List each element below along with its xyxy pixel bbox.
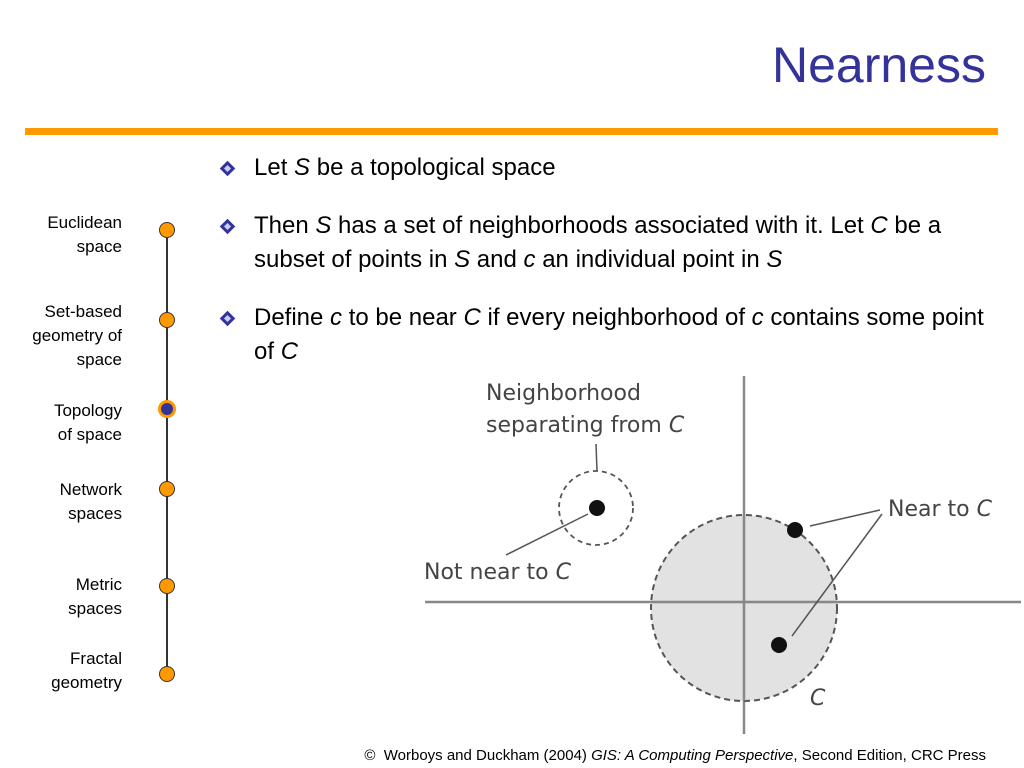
page-title: Nearness	[772, 37, 986, 93]
label-set-c: C	[810, 686, 826, 711]
sidebar-item-label: Fractal	[70, 649, 122, 668]
point-not-near	[589, 500, 605, 516]
sidebar-item-label: space	[76, 350, 122, 369]
sidebar-item-label: Topology	[53, 401, 122, 420]
label-near: Near to C	[888, 497, 992, 522]
sidebar-item-label: space	[76, 237, 122, 256]
label-not-near: Not near to C	[424, 560, 571, 585]
bullet-text: Then S has a set of neighborhoods associated with it. Let C be a subset of points in S and c an individual point in S	[254, 212, 942, 273]
sidebar-item-label: geometry	[51, 673, 122, 692]
leader-near-1	[810, 510, 880, 526]
footer-copyright: © Worboys and Duckham (2004)	[364, 747, 592, 764]
bullet-text: Let S be a topological space	[254, 154, 556, 181]
sidebar-item-label: Metric	[75, 575, 122, 594]
sidebar-item-label: geometry of	[32, 326, 122, 345]
sidebar-item-label: of space	[57, 425, 122, 444]
sidebar-item-label: spaces	[68, 599, 122, 618]
leader-neighborhood	[596, 444, 597, 471]
footer-citation	[364, 747, 986, 764]
sidebar-item-label: Euclidean	[47, 213, 122, 232]
bullet-text: Define c to be near C if every neighborhood of c contains some point of C	[254, 304, 984, 365]
leader-not-near	[506, 514, 588, 555]
sidebar-item-label: Set-based	[44, 302, 122, 321]
sidebar-item-label: Network	[59, 480, 122, 499]
point-near-inside	[771, 637, 787, 653]
point-near-boundary	[787, 522, 803, 538]
footer-edition: , Second Edition, CRC Press	[793, 747, 986, 764]
label-neighborhood-line1: Neighborhood	[486, 381, 641, 406]
label-neighborhood-line2: separating from C	[486, 413, 685, 438]
footer-book-title: GIS: A Computing Perspective	[591, 747, 794, 764]
sidebar-item-label: spaces	[68, 504, 122, 523]
